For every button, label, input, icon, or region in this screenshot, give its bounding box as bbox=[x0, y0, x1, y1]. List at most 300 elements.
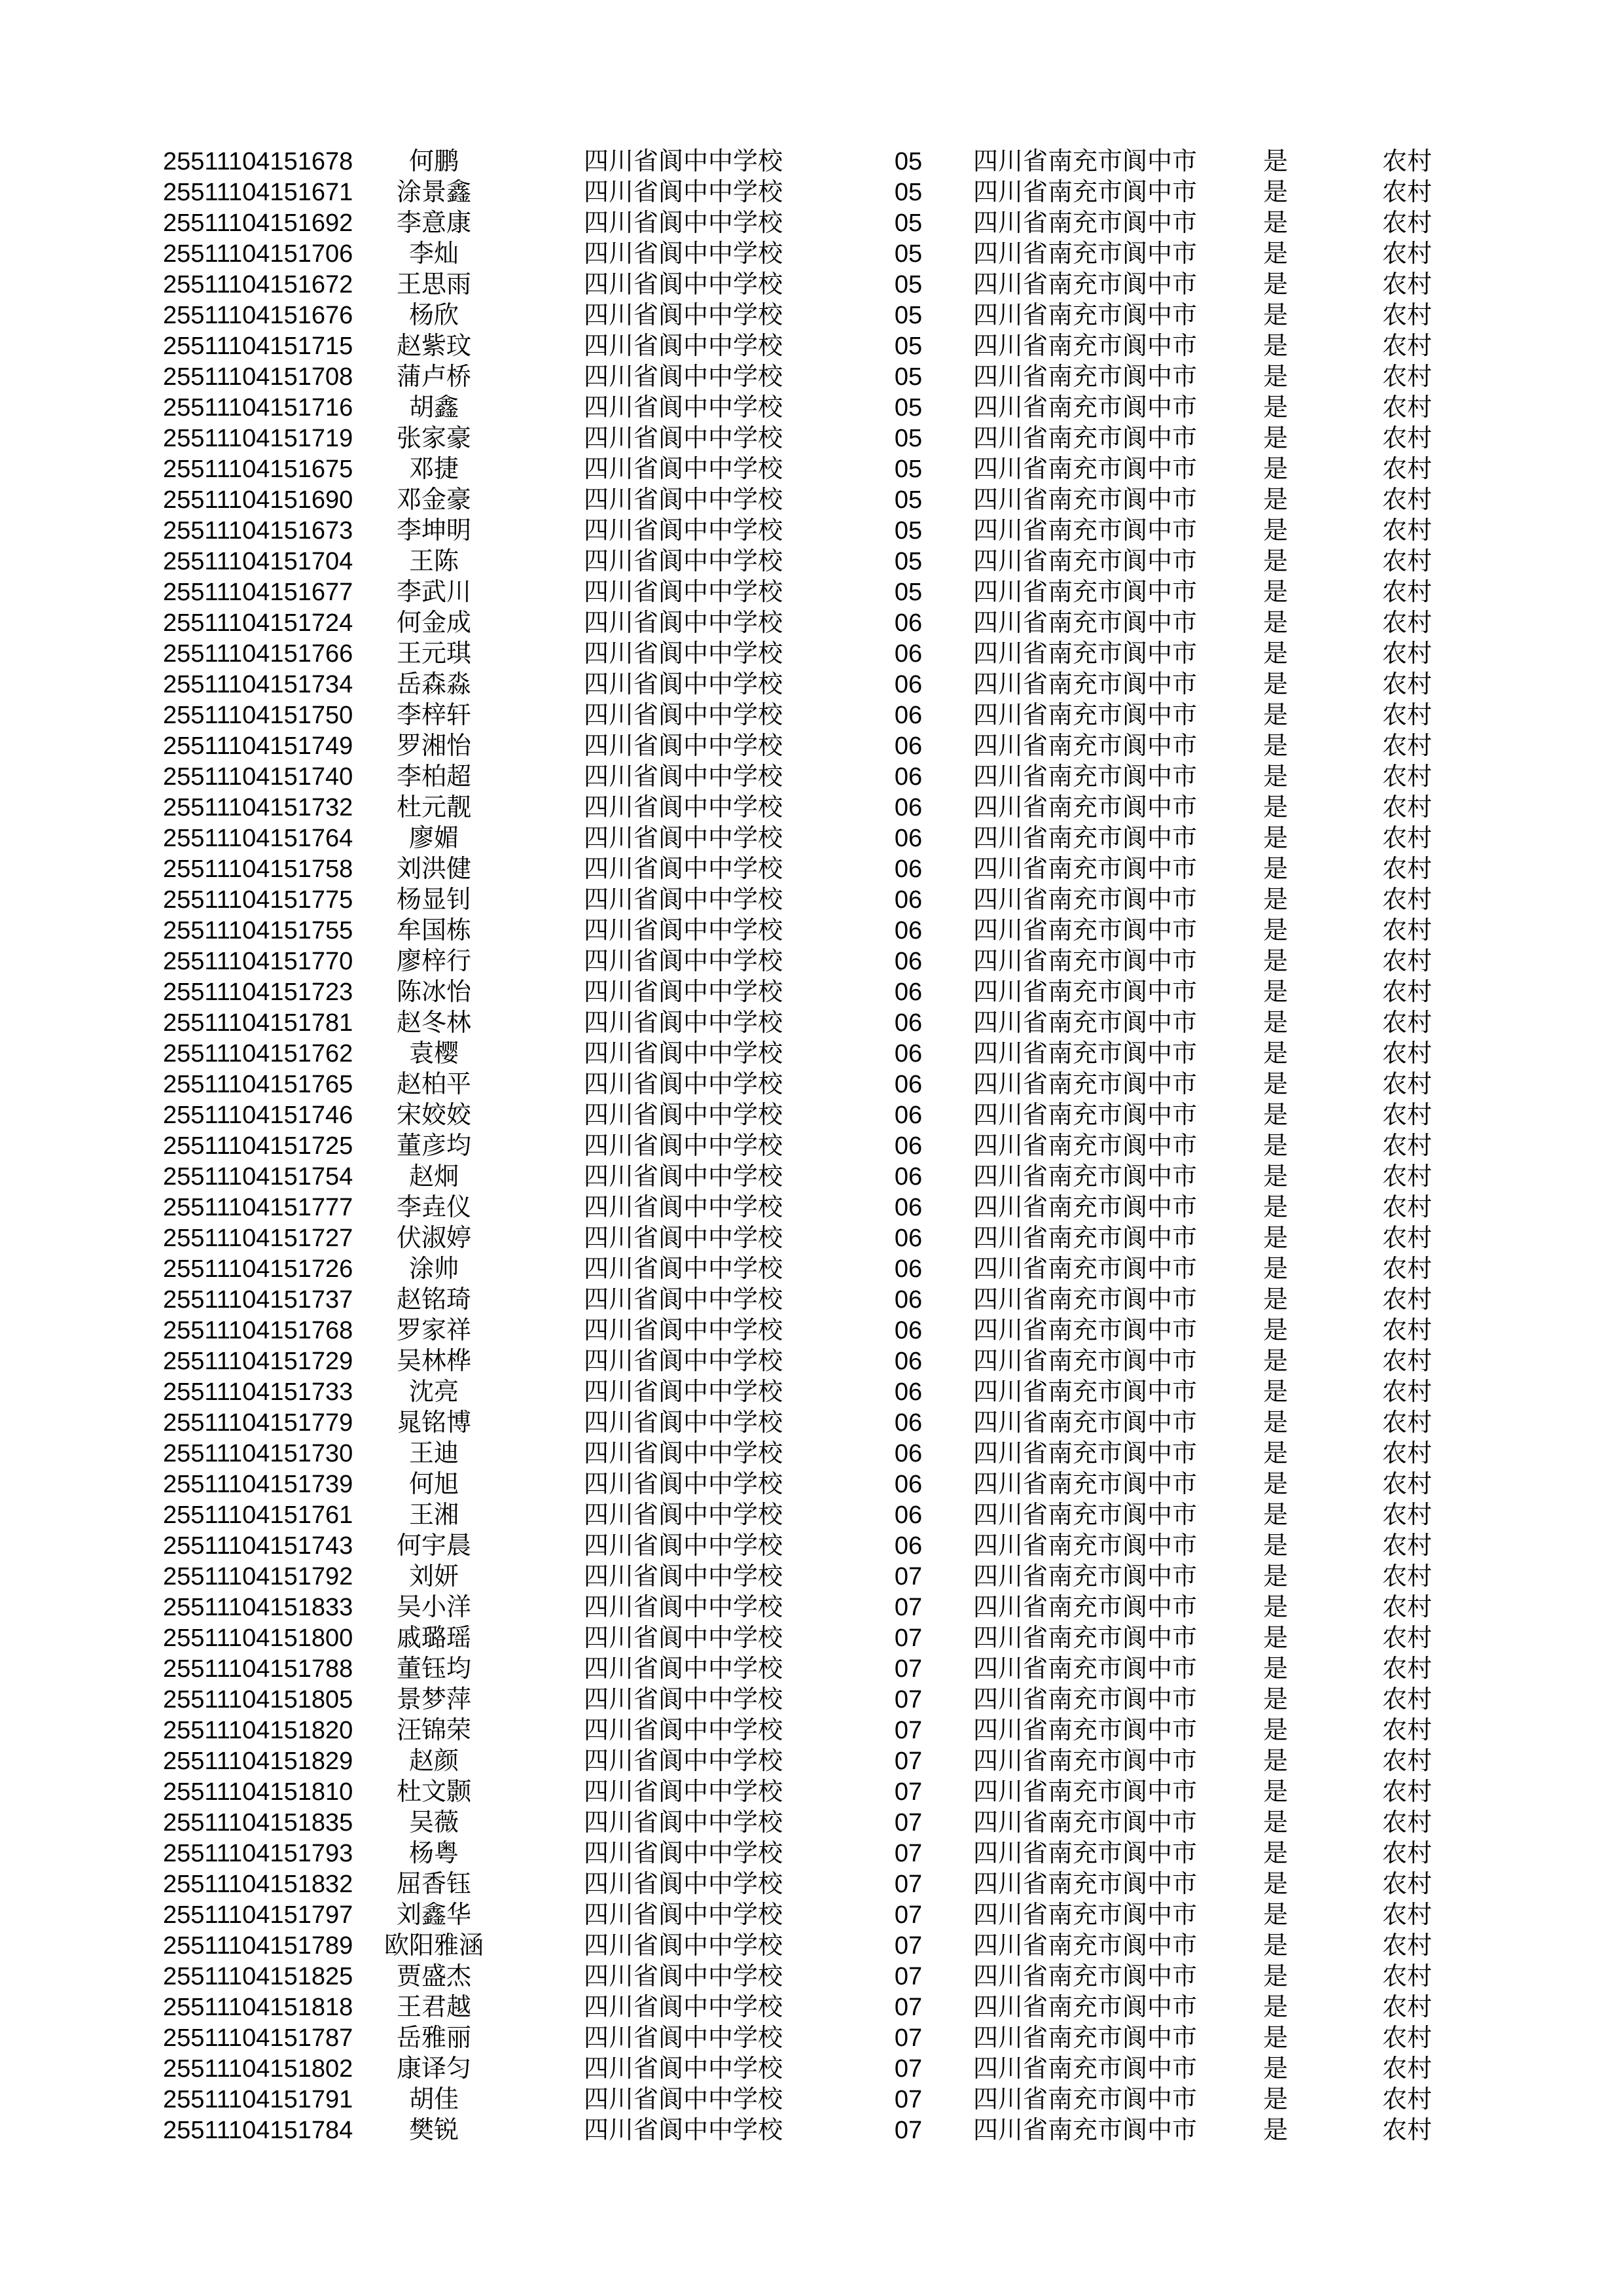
rural-flag-cell: 农村 bbox=[1382, 240, 1432, 268]
student-name-cell: 李武川 bbox=[396, 579, 471, 606]
rural-flag-cell: 农村 bbox=[1382, 609, 1432, 637]
exam-id-cell: 25511104151723 bbox=[163, 978, 353, 1006]
yes-flag-cell: 是 bbox=[1262, 548, 1288, 575]
student-name-cell: 涂帅 bbox=[408, 1255, 459, 1283]
exam-id-cell: 25511104151678 bbox=[163, 148, 353, 175]
class-cell: 05 bbox=[894, 425, 923, 452]
residence-cell: 四川省南充市阆中市 bbox=[973, 1009, 1198, 1037]
yes-flag-cell: 是 bbox=[1262, 1840, 1288, 1867]
yes-flag-cell: 是 bbox=[1262, 1932, 1288, 1960]
rural-flag-cell: 农村 bbox=[1382, 1102, 1432, 1129]
student-name-cell: 戚璐瑶 bbox=[396, 1624, 471, 1652]
residence-cell: 四川省南充市阆中市 bbox=[973, 271, 1198, 298]
school-cell: 四川省阆中中学校 bbox=[584, 1501, 783, 1529]
class-cell: 07 bbox=[894, 2086, 923, 2113]
rural-flag-cell: 农村 bbox=[1382, 1409, 1432, 1437]
school-cell: 四川省阆中中学校 bbox=[584, 1440, 783, 1467]
exam-id-cell: 25511104151825 bbox=[163, 1963, 353, 1990]
student-name-cell: 赵冬林 bbox=[396, 1009, 471, 1037]
residence-cell: 四川省南充市阆中市 bbox=[973, 917, 1198, 944]
residence-cell: 四川省南充市阆中市 bbox=[973, 1225, 1198, 1252]
residence-cell: 四川省南充市阆中市 bbox=[973, 209, 1198, 237]
rural-flag-cell: 农村 bbox=[1382, 1440, 1432, 1467]
yes-flag-cell: 是 bbox=[1262, 363, 1288, 391]
rural-flag-cell: 农村 bbox=[1382, 1471, 1432, 1498]
school-cell: 四川省阆中中学校 bbox=[584, 609, 783, 637]
yes-flag-cell: 是 bbox=[1262, 1071, 1288, 1098]
rural-flag-cell: 农村 bbox=[1382, 2086, 1432, 2113]
school-cell: 四川省阆中中学校 bbox=[584, 1102, 783, 1129]
table-row bbox=[0, 916, 1623, 946]
school-cell: 四川省阆中中学校 bbox=[584, 1717, 783, 1744]
exam-id-cell: 25511104151820 bbox=[163, 1717, 353, 1744]
class-cell: 05 bbox=[894, 548, 923, 575]
school-cell: 四川省阆中中学校 bbox=[584, 763, 783, 791]
class-cell: 06 bbox=[894, 1317, 923, 1344]
student-roster-table bbox=[0, 147, 1623, 2146]
class-cell: 05 bbox=[894, 332, 923, 360]
rural-flag-cell: 农村 bbox=[1382, 2024, 1432, 2052]
yes-flag-cell: 是 bbox=[1262, 1809, 1288, 1837]
student-name-cell: 李柏超 bbox=[396, 763, 471, 791]
yes-flag-cell: 是 bbox=[1262, 886, 1288, 914]
school-cell: 四川省阆中中学校 bbox=[584, 1809, 783, 1837]
rural-flag-cell: 农村 bbox=[1382, 363, 1432, 391]
residence-cell: 四川省南充市阆中市 bbox=[973, 1748, 1198, 1775]
table-row bbox=[0, 362, 1623, 393]
yes-flag-cell: 是 bbox=[1262, 1994, 1288, 2021]
exam-id-cell: 25511104151740 bbox=[163, 763, 353, 791]
exam-id-cell: 25511104151768 bbox=[163, 1317, 353, 1344]
residence-cell: 四川省南充市阆中市 bbox=[973, 2117, 1198, 2144]
table-row bbox=[0, 700, 1623, 731]
table-row bbox=[0, 1346, 1623, 1377]
school-cell: 四川省阆中中学校 bbox=[584, 948, 783, 975]
exam-id-cell: 25511104151781 bbox=[163, 1009, 353, 1037]
yes-flag-cell: 是 bbox=[1262, 1471, 1288, 1498]
residence-cell: 四川省南充市阆中市 bbox=[973, 1624, 1198, 1652]
yes-flag-cell: 是 bbox=[1262, 1594, 1288, 1621]
exam-id-cell: 25511104151676 bbox=[163, 302, 353, 329]
exam-id-cell: 25511104151671 bbox=[163, 179, 353, 206]
class-cell: 05 bbox=[894, 517, 923, 545]
table-row bbox=[0, 177, 1623, 208]
residence-cell: 四川省南充市阆中市 bbox=[973, 1071, 1198, 1098]
yes-flag-cell: 是 bbox=[1262, 517, 1288, 545]
class-cell: 07 bbox=[894, 1594, 923, 1621]
rural-flag-cell: 农村 bbox=[1382, 794, 1432, 821]
class-cell: 06 bbox=[894, 1532, 923, 1560]
table-row bbox=[0, 1777, 1623, 1808]
student-name-cell: 刘鑫华 bbox=[396, 1901, 471, 1929]
yes-flag-cell: 是 bbox=[1262, 209, 1288, 237]
table-row bbox=[0, 577, 1623, 608]
exam-id-cell: 25511104151727 bbox=[163, 1225, 353, 1252]
rural-flag-cell: 农村 bbox=[1382, 332, 1432, 360]
table-row bbox=[0, 1900, 1623, 1931]
table-row bbox=[0, 1992, 1623, 2023]
school-cell: 四川省阆中中学校 bbox=[584, 1624, 783, 1652]
rural-flag-cell: 农村 bbox=[1382, 425, 1432, 452]
class-cell: 07 bbox=[894, 1563, 923, 1590]
yes-flag-cell: 是 bbox=[1262, 1655, 1288, 1683]
rural-flag-cell: 农村 bbox=[1382, 2055, 1432, 2083]
yes-flag-cell: 是 bbox=[1262, 1194, 1288, 1221]
class-cell: 06 bbox=[894, 886, 923, 914]
table-row bbox=[0, 1439, 1623, 1469]
school-cell: 四川省阆中中学校 bbox=[584, 548, 783, 575]
yes-flag-cell: 是 bbox=[1262, 671, 1288, 698]
school-cell: 四川省阆中中学校 bbox=[584, 302, 783, 329]
table-row bbox=[0, 608, 1623, 639]
exam-id-cell: 25511104151761 bbox=[163, 1501, 353, 1529]
residence-cell: 四川省南充市阆中市 bbox=[973, 886, 1198, 914]
rural-flag-cell: 农村 bbox=[1382, 209, 1432, 237]
residence-cell: 四川省南充市阆中市 bbox=[973, 1994, 1198, 2021]
student-name-cell: 康译匀 bbox=[396, 2055, 471, 2083]
residence-cell: 四川省南充市阆中市 bbox=[973, 671, 1198, 698]
student-name-cell: 涂景鑫 bbox=[396, 179, 471, 206]
class-cell: 06 bbox=[894, 794, 923, 821]
exam-id-cell: 25511104151762 bbox=[163, 1040, 353, 1067]
table-row bbox=[0, 2115, 1623, 2146]
class-cell: 07 bbox=[894, 1717, 923, 1744]
rural-flag-cell: 农村 bbox=[1382, 148, 1432, 175]
table-row bbox=[0, 670, 1623, 700]
table-row bbox=[0, 2054, 1623, 2085]
student-name-cell: 景梦萍 bbox=[396, 1686, 471, 1713]
school-cell: 四川省阆中中学校 bbox=[584, 1686, 783, 1713]
class-cell: 07 bbox=[894, 2024, 923, 2052]
residence-cell: 四川省南充市阆中市 bbox=[973, 1840, 1198, 1867]
residence-cell: 四川省南充市阆中市 bbox=[973, 1040, 1198, 1067]
table-row bbox=[0, 547, 1623, 577]
student-name-cell: 李垚仪 bbox=[396, 1194, 471, 1221]
residence-cell: 四川省南充市阆中市 bbox=[973, 1255, 1198, 1283]
school-cell: 四川省阆中中学校 bbox=[584, 332, 783, 360]
residence-cell: 四川省南充市阆中市 bbox=[973, 763, 1198, 791]
class-cell: 06 bbox=[894, 732, 923, 760]
rural-flag-cell: 农村 bbox=[1382, 1871, 1432, 1898]
exam-id-cell: 25511104151802 bbox=[163, 2055, 353, 2083]
student-name-cell: 李意康 bbox=[396, 209, 471, 237]
rural-flag-cell: 农村 bbox=[1382, 917, 1432, 944]
exam-id-cell: 25511104151675 bbox=[163, 456, 353, 483]
exam-id-cell: 25511104151797 bbox=[163, 1901, 353, 1929]
table-row bbox=[0, 1715, 1623, 1746]
exam-id-cell: 25511104151732 bbox=[163, 794, 353, 821]
yes-flag-cell: 是 bbox=[1262, 1778, 1288, 1806]
class-cell: 06 bbox=[894, 702, 923, 729]
student-name-cell: 董彦均 bbox=[396, 1132, 471, 1160]
class-cell: 06 bbox=[894, 1409, 923, 1437]
table-row bbox=[0, 1869, 1623, 1900]
student-name-cell: 邓金豪 bbox=[396, 486, 471, 514]
yes-flag-cell: 是 bbox=[1262, 1686, 1288, 1713]
student-name-cell: 杜元靓 bbox=[396, 794, 471, 821]
class-cell: 05 bbox=[894, 486, 923, 514]
class-cell: 06 bbox=[894, 1286, 923, 1314]
yes-flag-cell: 是 bbox=[1262, 1871, 1288, 1898]
exam-id-cell: 25511104151775 bbox=[163, 886, 353, 914]
student-name-cell: 王湘 bbox=[408, 1501, 459, 1529]
school-cell: 四川省阆中中学校 bbox=[584, 2024, 783, 2052]
rural-flag-cell: 农村 bbox=[1382, 1225, 1432, 1252]
class-cell: 07 bbox=[894, 1624, 923, 1652]
residence-cell: 四川省南充市阆中市 bbox=[973, 1317, 1198, 1344]
exam-id-cell: 25511104151724 bbox=[163, 609, 353, 637]
residence-cell: 四川省南充市阆中市 bbox=[973, 2086, 1198, 2113]
table-row bbox=[0, 1839, 1623, 1869]
yes-flag-cell: 是 bbox=[1262, 579, 1288, 606]
rural-flag-cell: 农村 bbox=[1382, 671, 1432, 698]
student-name-cell: 蒲卢桥 bbox=[396, 363, 471, 391]
class-cell: 06 bbox=[894, 1348, 923, 1375]
table-row bbox=[0, 1162, 1623, 1193]
school-cell: 四川省阆中中学校 bbox=[584, 2086, 783, 2113]
yes-flag-cell: 是 bbox=[1262, 1624, 1288, 1652]
residence-cell: 四川省南充市阆中市 bbox=[973, 486, 1198, 514]
table-row bbox=[0, 854, 1623, 885]
class-cell: 07 bbox=[894, 2055, 923, 2083]
exam-id-cell: 25511104151746 bbox=[163, 1102, 353, 1129]
student-name-cell: 罗湘怡 bbox=[396, 732, 471, 760]
table-row bbox=[0, 1223, 1623, 1254]
student-name-cell: 刘妍 bbox=[408, 1563, 459, 1590]
rural-flag-cell: 农村 bbox=[1382, 1901, 1432, 1929]
rural-flag-cell: 农村 bbox=[1382, 1809, 1432, 1837]
school-cell: 四川省阆中中学校 bbox=[584, 1009, 783, 1037]
table-row bbox=[0, 516, 1623, 547]
class-cell: 05 bbox=[894, 579, 923, 606]
yes-flag-cell: 是 bbox=[1262, 978, 1288, 1006]
rural-flag-cell: 农村 bbox=[1382, 486, 1432, 514]
rural-flag-cell: 农村 bbox=[1382, 1563, 1432, 1590]
class-cell: 06 bbox=[894, 1009, 923, 1037]
rural-flag-cell: 农村 bbox=[1382, 1317, 1432, 1344]
class-cell: 07 bbox=[894, 1994, 923, 2021]
yes-flag-cell: 是 bbox=[1262, 1901, 1288, 1929]
school-cell: 四川省阆中中学校 bbox=[584, 1778, 783, 1806]
residence-cell: 四川省南充市阆中市 bbox=[973, 1594, 1198, 1621]
class-cell: 06 bbox=[894, 763, 923, 791]
rural-flag-cell: 农村 bbox=[1382, 1009, 1432, 1037]
yes-flag-cell: 是 bbox=[1262, 1040, 1288, 1067]
class-cell: 05 bbox=[894, 302, 923, 329]
exam-id-cell: 25511104151690 bbox=[163, 486, 353, 514]
class-cell: 05 bbox=[894, 209, 923, 237]
student-name-cell: 刘洪健 bbox=[396, 855, 471, 883]
school-cell: 四川省阆中中学校 bbox=[584, 1748, 783, 1775]
yes-flag-cell: 是 bbox=[1262, 1409, 1288, 1437]
table-row bbox=[0, 1808, 1623, 1839]
student-name-cell: 邓捷 bbox=[408, 456, 459, 483]
residence-cell: 四川省南充市阆中市 bbox=[973, 609, 1198, 637]
exam-id-cell: 25511104151704 bbox=[163, 548, 353, 575]
yes-flag-cell: 是 bbox=[1262, 2024, 1288, 2052]
table-row bbox=[0, 1469, 1623, 1500]
residence-cell: 四川省南充市阆中市 bbox=[973, 332, 1198, 360]
school-cell: 四川省阆中中学校 bbox=[584, 794, 783, 821]
student-name-cell: 王陈 bbox=[408, 548, 459, 575]
rural-flag-cell: 农村 bbox=[1382, 1071, 1432, 1098]
student-name-cell: 杨显钊 bbox=[396, 886, 471, 914]
rural-flag-cell: 农村 bbox=[1382, 1594, 1432, 1621]
residence-cell: 四川省南充市阆中市 bbox=[973, 1932, 1198, 1960]
school-cell: 四川省阆中中学校 bbox=[584, 1286, 783, 1314]
student-name-cell: 赵柏平 bbox=[396, 1071, 471, 1098]
student-name-cell: 王元琪 bbox=[396, 640, 471, 668]
class-cell: 07 bbox=[894, 1932, 923, 1960]
student-name-cell: 王思雨 bbox=[396, 271, 471, 298]
class-cell: 07 bbox=[894, 1963, 923, 1990]
rural-flag-cell: 农村 bbox=[1382, 456, 1432, 483]
exam-id-cell: 25511104151719 bbox=[163, 425, 353, 452]
rural-flag-cell: 农村 bbox=[1382, 1686, 1432, 1713]
exam-id-cell: 25511104151800 bbox=[163, 1624, 353, 1652]
yes-flag-cell: 是 bbox=[1262, 2086, 1288, 2113]
exam-id-cell: 25511104151715 bbox=[163, 332, 353, 360]
residence-cell: 四川省南充市阆中市 bbox=[973, 1532, 1198, 1560]
rural-flag-cell: 农村 bbox=[1382, 763, 1432, 791]
exam-id-cell: 25511104151672 bbox=[163, 271, 353, 298]
yes-flag-cell: 是 bbox=[1262, 1378, 1288, 1406]
table-row bbox=[0, 1931, 1623, 1962]
class-cell: 07 bbox=[894, 1655, 923, 1683]
table-row bbox=[0, 300, 1623, 331]
yes-flag-cell: 是 bbox=[1262, 302, 1288, 329]
yes-flag-cell: 是 bbox=[1262, 2117, 1288, 2144]
school-cell: 四川省阆中中学校 bbox=[584, 271, 783, 298]
student-name-cell: 胡佳 bbox=[408, 2086, 459, 2113]
rural-flag-cell: 农村 bbox=[1382, 948, 1432, 975]
class-cell: 06 bbox=[894, 825, 923, 852]
rural-flag-cell: 农村 bbox=[1382, 1840, 1432, 1867]
class-cell: 06 bbox=[894, 1071, 923, 1098]
table-row bbox=[0, 423, 1623, 454]
exam-id-cell: 25511104151716 bbox=[163, 394, 353, 422]
rural-flag-cell: 农村 bbox=[1382, 271, 1432, 298]
rural-flag-cell: 农村 bbox=[1382, 978, 1432, 1006]
school-cell: 四川省阆中中学校 bbox=[584, 1225, 783, 1252]
residence-cell: 四川省南充市阆中市 bbox=[973, 1194, 1198, 1221]
class-cell: 06 bbox=[894, 609, 923, 637]
exam-id-cell: 25511104151743 bbox=[163, 1532, 353, 1560]
class-cell: 06 bbox=[894, 855, 923, 883]
school-cell: 四川省阆中中学校 bbox=[584, 240, 783, 268]
school-cell: 四川省阆中中学校 bbox=[584, 886, 783, 914]
class-cell: 07 bbox=[894, 1778, 923, 1806]
table-row bbox=[0, 147, 1623, 177]
exam-id-cell: 25511104151779 bbox=[163, 1409, 353, 1437]
table-row bbox=[0, 1500, 1623, 1531]
residence-cell: 四川省南充市阆中市 bbox=[973, 702, 1198, 729]
school-cell: 四川省阆中中学校 bbox=[584, 1963, 783, 1990]
rural-flag-cell: 农村 bbox=[1382, 1717, 1432, 1744]
rural-flag-cell: 农村 bbox=[1382, 179, 1432, 206]
rural-flag-cell: 农村 bbox=[1382, 855, 1432, 883]
student-name-cell: 何旭 bbox=[408, 1471, 459, 1498]
residence-cell: 四川省南充市阆中市 bbox=[973, 2024, 1198, 2052]
class-cell: 05 bbox=[894, 363, 923, 391]
exam-id-cell: 25511104151750 bbox=[163, 702, 353, 729]
yes-flag-cell: 是 bbox=[1262, 1102, 1288, 1129]
student-name-cell: 欧阳雅涵 bbox=[383, 1932, 484, 1960]
table-row bbox=[0, 1654, 1623, 1685]
student-name-cell: 董钰均 bbox=[396, 1655, 471, 1683]
exam-id-cell: 25511104151737 bbox=[163, 1286, 353, 1314]
residence-cell: 四川省南充市阆中市 bbox=[973, 2055, 1198, 2083]
student-name-cell: 吴小洋 bbox=[396, 1594, 471, 1621]
rural-flag-cell: 农村 bbox=[1382, 1748, 1432, 1775]
table-row bbox=[0, 1746, 1623, 1777]
yes-flag-cell: 是 bbox=[1262, 394, 1288, 422]
exam-id-cell: 25511104151692 bbox=[163, 209, 353, 237]
residence-cell: 四川省南充市阆中市 bbox=[973, 1286, 1198, 1314]
exam-id-cell: 25511104151829 bbox=[163, 1748, 353, 1775]
rural-flag-cell: 农村 bbox=[1382, 1286, 1432, 1314]
student-name-cell: 宋姣姣 bbox=[396, 1102, 471, 1129]
class-cell: 06 bbox=[894, 1471, 923, 1498]
yes-flag-cell: 是 bbox=[1262, 240, 1288, 268]
residence-cell: 四川省南充市阆中市 bbox=[973, 1471, 1198, 1498]
residence-cell: 四川省南充市阆中市 bbox=[973, 240, 1198, 268]
residence-cell: 四川省南充市阆中市 bbox=[973, 1348, 1198, 1375]
yes-flag-cell: 是 bbox=[1262, 609, 1288, 637]
residence-cell: 四川省南充市阆中市 bbox=[973, 1655, 1198, 1683]
student-name-cell: 李坤明 bbox=[396, 517, 471, 545]
table-row bbox=[0, 1069, 1623, 1100]
table-row bbox=[0, 239, 1623, 270]
residence-cell: 四川省南充市阆中市 bbox=[973, 425, 1198, 452]
school-cell: 四川省阆中中学校 bbox=[584, 1163, 783, 1191]
yes-flag-cell: 是 bbox=[1262, 271, 1288, 298]
exam-id-cell: 25511104151832 bbox=[163, 1871, 353, 1898]
residence-cell: 四川省南充市阆中市 bbox=[973, 1717, 1198, 1744]
school-cell: 四川省阆中中学校 bbox=[584, 517, 783, 545]
exam-id-cell: 25511104151764 bbox=[163, 825, 353, 852]
student-name-cell: 岳森淼 bbox=[396, 671, 471, 698]
student-name-cell: 胡鑫 bbox=[408, 394, 459, 422]
school-cell: 四川省阆中中学校 bbox=[584, 1932, 783, 1960]
yes-flag-cell: 是 bbox=[1262, 1348, 1288, 1375]
school-cell: 四川省阆中中学校 bbox=[584, 917, 783, 944]
student-name-cell: 汪锦荣 bbox=[396, 1717, 471, 1744]
exam-id-cell: 25511104151729 bbox=[163, 1348, 353, 1375]
school-cell: 四川省阆中中学校 bbox=[584, 1317, 783, 1344]
student-name-cell: 廖媚 bbox=[408, 825, 459, 852]
exam-id-cell: 25511104151784 bbox=[163, 2117, 353, 2144]
exam-id-cell: 25511104151725 bbox=[163, 1132, 353, 1160]
class-cell: 05 bbox=[894, 148, 923, 175]
rural-flag-cell: 农村 bbox=[1382, 640, 1432, 668]
school-cell: 四川省阆中中学校 bbox=[584, 1255, 783, 1283]
residence-cell: 四川省南充市阆中市 bbox=[973, 1871, 1198, 1898]
rural-flag-cell: 农村 bbox=[1382, 394, 1432, 422]
exam-id-cell: 25511104151754 bbox=[163, 1163, 353, 1191]
residence-cell: 四川省南充市阆中市 bbox=[973, 1132, 1198, 1160]
exam-id-cell: 25511104151789 bbox=[163, 1932, 353, 1960]
student-name-cell: 罗家祥 bbox=[396, 1317, 471, 1344]
school-cell: 四川省阆中中学校 bbox=[584, 2055, 783, 2083]
school-cell: 四川省阆中中学校 bbox=[584, 1409, 783, 1437]
table-row bbox=[0, 823, 1623, 854]
class-cell: 06 bbox=[894, 1378, 923, 1406]
school-cell: 四川省阆中中学校 bbox=[584, 579, 783, 606]
student-name-cell: 何金成 bbox=[396, 609, 471, 637]
school-cell: 四川省阆中中学校 bbox=[584, 456, 783, 483]
residence-cell: 四川省南充市阆中市 bbox=[973, 825, 1198, 852]
